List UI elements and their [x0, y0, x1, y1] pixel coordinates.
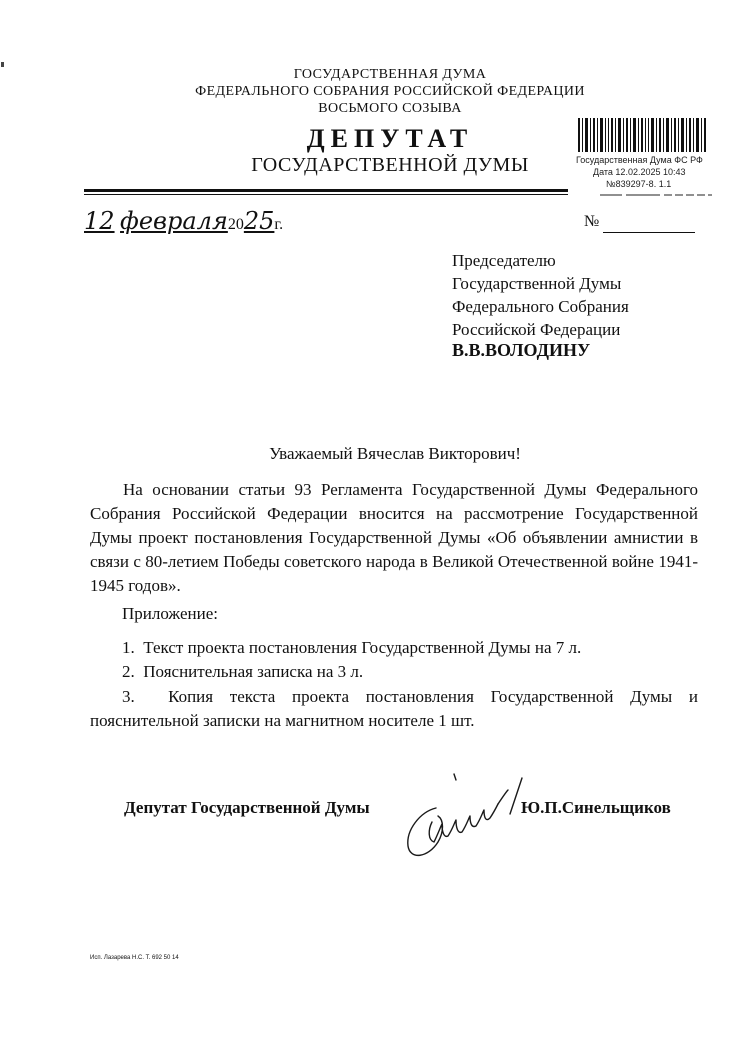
addressee-name: В.В.ВОЛОДИНУ [452, 340, 591, 360]
addressee-position: Председателю [452, 251, 556, 270]
addressee-assembly: Федерального Собрания [452, 297, 629, 316]
appendix-item-number: 3. [122, 687, 135, 706]
date-day: 12 [84, 207, 115, 235]
executor-note: Исп. Лазарева Н.С. Т. 692 50 14 [90, 955, 179, 961]
stamp-date: Дата 12.02.2025 10:43 [593, 167, 686, 177]
date-year-unit: г. [274, 216, 284, 233]
stamp-number: №839297-8. 1.1 [606, 179, 672, 189]
date-year-prefix: 20 [227, 216, 244, 233]
date-month: февраля [120, 207, 228, 235]
org-line-convocation: ВОСЬМОГО СОЗЫВА [318, 101, 462, 116]
greeting: Уважаемый Вячеслав Викторович! [269, 444, 521, 463]
appendix-item-text: Текст проекта постановления Государственной Думы на 7 л. [143, 638, 582, 657]
org-line-assembly: ФЕДЕРАЛЬНОГО СОБРАНИЯ РОССИЙСКОЙ ФЕДЕРАЦИИ [195, 84, 585, 99]
number-field-line [603, 232, 695, 233]
appendix-item-number: 2. [122, 662, 135, 681]
letterhead-subtitle: ГОСУДАРСТВЕННОЙ ДУМЫ [251, 154, 529, 176]
signer-title: Депутат Государственной Думы [124, 798, 370, 817]
letterhead-rule-thin [84, 194, 568, 195]
appendix-item-text: Копия текста проекта постановления Государственной Думы и пояснительной записки на магнитном носителе 1 шт. [90, 687, 698, 730]
number-label: № [584, 213, 600, 230]
document-date [84, 208, 283, 238]
addressee-body: Государственной Думы [452, 274, 622, 293]
appendix-title: Приложение: [122, 604, 218, 623]
appendix-item-text: Пояснительная записка на 3 л. [143, 662, 364, 681]
appendix-item-number: 1. [122, 638, 135, 657]
body-paragraph: На основании статьи 93 Регламента Государственной Думы Федерального Собрания Российской Федерации вносится на рассмотрение Государственной Думы проект постановления Государственной Думы «Об объявлении амнистии в связи с 80-летием Победы советского народа в Великой Отечественной войне 1941-1945 годов». [90, 480, 698, 595]
handwritten-signature [398, 768, 528, 864]
date-year-suffix: 25 [243, 207, 275, 235]
letterhead-rule-thick [84, 189, 568, 192]
appendix-item [122, 660, 363, 684]
appendix-item [90, 685, 698, 733]
stamp-registry: Государственная Дума ФС РФ [576, 155, 703, 165]
appendix-item [122, 636, 581, 660]
org-line-duma: ГОСУДАРСТВЕННАЯ ДУМА [293, 67, 487, 82]
addressee-country: Российской Федерации [452, 320, 621, 339]
letterhead-title: ДЕПУТАТ [306, 124, 474, 153]
stamp-underline [600, 186, 712, 198]
barcode-icon [578, 118, 706, 152]
signer-name: Ю.П.Синельщиков [521, 798, 671, 817]
